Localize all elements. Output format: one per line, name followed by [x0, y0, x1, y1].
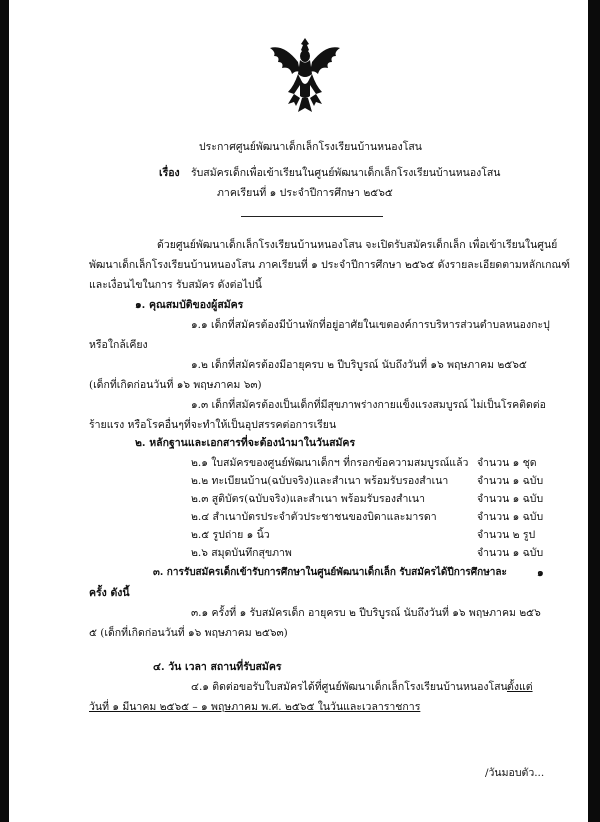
doc-item-text: ๒.๖ สมุดบันทึกสุขภาพ [191, 547, 292, 559]
item-1-2-line-1: ๑.๒ เด็กที่สมัครต้องมีอายุครบ ๒ ปีบริบูรณ์ นับถึงวันที่ ๑๖ พฤษภาคม ๒๕๖๕ [191, 359, 527, 371]
semester-line: ภาคเรียนที่ ๑ ประจำปีการศึกษา ๒๕๖๕ [217, 187, 393, 199]
title-divider [241, 216, 383, 217]
item-4-1-line-1: ๔.๑ ติดต่อขอรับใบสมัครได้ที่ศูนย์พัฒนาเด็กเล็กโรงเรียนบ้านหนองโสน [191, 681, 508, 693]
document-page [9, 0, 588, 822]
subject-label: เรื่อง [159, 167, 180, 179]
item-1-1-line-1: ๑.๑ เด็กที่สมัครต้องมีบ้านพักที่อยู่อาศัยในเขตองค์การบริหารส่วนตำบลหนองกะปุ [191, 319, 550, 331]
garuda-emblem-icon [264, 34, 346, 116]
item-3-1-line-2: ๕ (เด็กที่เกิดก่อนวันที่ ๑๖ พฤษภาคม ๒๕๖๓) [89, 627, 288, 639]
section-4-heading: ๔. วัน เวลา สถานที่รับสมัคร [153, 661, 282, 673]
doc-item-text: ๒.๑ ใบสมัครของศูนย์พัฒนาเด็กฯ ที่กรอกข้อความสมบูรณ์แล้ว [191, 457, 469, 469]
intro-line-2: พัฒนาเด็กเล็กโรงเรียนบ้านหนองโสน ภาคเรียนที่ ๑ ประจำปีการศึกษา ๒๕๖๕ ดังรายละเอียดตามหลักเกณฑ์ [89, 259, 570, 271]
doc-item-qty: จำนวน ๑ ฉบับ [477, 493, 544, 505]
section-3-heading-line-1: ๓. การรับสมัครเด็กเข้ารับการศึกษาในศูนย์พัฒนาเด็กเล็ก รับสมัครได้ปีการศึกษาละ [153, 567, 507, 578]
section-2-heading: ๒. หลักฐานและเอกสารที่จะต้องนำมาในวันสมัคร [135, 437, 356, 449]
item-1-3-line-1: ๑.๓ เด็กที่สมัครต้องเป็นเด็กที่มีสุขภาพร่างกายแข็งแรงสมบูรณ์ ไม่เป็นโรคติดต่อ [191, 399, 546, 411]
continued-note: /วันมอบตัว... [485, 767, 545, 779]
doc-item-text: ๒.๒ ทะเบียนบ้าน(ฉบับจริง)และสำเนา พร้อมรับรองสำเนา [191, 475, 449, 487]
item-1-3-line-2: ร้ายแรง หรือโรคอื่นๆที่จะทำให้เป็นอุปสรรคต่อการเรียน [89, 419, 337, 431]
section-1-heading: ๑. คุณสมบัติของผู้สมัคร [135, 299, 244, 311]
item-1-1-line-2: หรือใกล้เคียง [89, 339, 148, 351]
doc-item-text: ๒.๔ สำเนาบัตรประจำตัวประชาชนของบิดาและมารดา [191, 511, 437, 523]
item-4-1-underlined-start: ตั้งแต่ [507, 681, 533, 693]
intro-line-3: และเงื่อนไขในการ รับสมัคร ดังต่อไปนี้ [89, 279, 262, 291]
doc-item-qty: จำนวน ๒ รูป [477, 529, 536, 541]
doc-item-qty: จำนวน ๑ ฉบับ [477, 547, 544, 559]
intro-line-1: ด้วยศูนย์พัฒนาเด็กเล็กโรงเรียนบ้านหนองโสน จะเปิดรับสมัครเด็กเล็ก เพื่อเข้าเรียนในศูนย์ [157, 239, 558, 251]
doc-item-qty: จำนวน ๑ ฉบับ [477, 511, 544, 523]
doc-item-qty: จำนวน ๑ ฉบับ [477, 475, 544, 487]
doc-item-text: ๒.๓ สูติบัตร(ฉบับจริง)และสำเนา พร้อมรับรองสำเนา [191, 493, 425, 505]
item-3-1-line-1: ๓.๑ ครั้งที่ ๑ รับสมัครเด็ก อายุครบ ๒ ปีบริบูรณ์ นับถึงวันที่ ๑๖ พฤษภาคม ๒๕๖ [191, 607, 541, 619]
section-3-heading-number: ๑ [537, 567, 544, 579]
doc-item-qty: จำนวน ๑ ชุด [477, 457, 537, 469]
section-3-heading-line-2: ครั้ง ดังนี้ [89, 587, 130, 599]
item-4-1-line-2: วันที่ ๑ มีนาคม ๒๕๖๕ – ๑ พฤษภาคม พ.ศ. ๒๕๖๕ ในวันและเวลาราชการ [89, 701, 421, 713]
announcement-title: ประกาศศูนย์พัฒนาเด็กเล็กโรงเรียนบ้านหนองโสน [199, 141, 422, 153]
subject-text: รับสมัครเด็กเพื่อเข้าเรียนในศูนย์พัฒนาเด็กเล็กโรงเรียนบ้านหนองโสน [191, 167, 501, 179]
item-1-2-line-2: (เด็กที่เกิดก่อนวันที่ ๑๖ พฤษภาคม ๖๓) [89, 379, 262, 391]
doc-item-text: ๒.๕ รูปถ่าย ๑ นิ้ว [191, 529, 270, 541]
